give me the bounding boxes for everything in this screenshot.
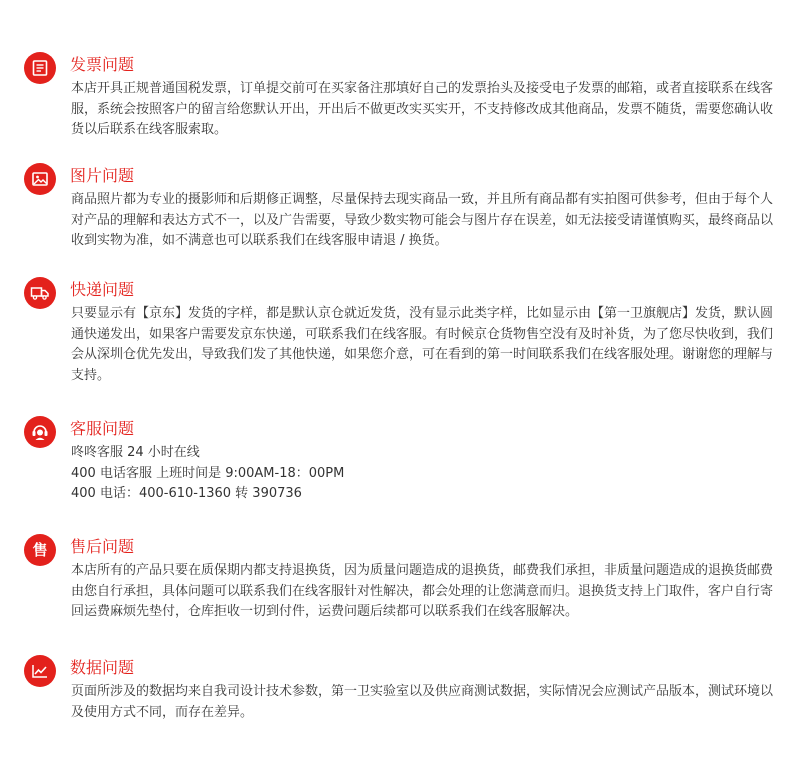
- data-title: 数据问题: [70, 658, 135, 677]
- shou-glyph-icon: [24, 534, 56, 566]
- aftersale-title: 售后问题: [70, 537, 135, 556]
- data-body: 页面所涉及的数据均来自我司设计技术参数，第一卫实验室以及供应商测试数据，实际情况会应测试产品版本，测试环境以及使用方式不同，而存在差异。: [71, 684, 774, 720]
- image-title: 图片问题: [70, 166, 135, 185]
- picture-icon: [24, 163, 56, 195]
- line-chart-icon: [24, 655, 56, 687]
- service-line-phone: 400 电话：400-610-1360 转 390736: [71, 486, 302, 501]
- service-body: [71, 443, 773, 505]
- delivery-truck-icon: [24, 277, 56, 309]
- express-title: 快递问题: [70, 280, 135, 299]
- service-line-online: 咚咚客服 24 小时在线: [71, 445, 200, 460]
- customer-service-icon: [24, 416, 56, 448]
- invoice-body: 本店开具正规普通国税发票，订单提交前可在买家备注那填好自己的发票抬头及接受电子发票的邮箱，或者直接联系在线客服，系统会按照客户的留言给您默认开出，开出后不做更改实买实开，不支持修改成其他商品，发票不随货，需要您确认收货以后联系在线客服索取。: [71, 81, 774, 137]
- shou-glyph: 售: [32, 541, 48, 559]
- express-body: 只要显示有【京东】发货的字样，都是默认京仓就近发货，没有显示此类字样，比如显示由【第一卫旗舰店】发货，默认圆通快递发出，如果客户需要发京东快递，可联系我们在线客服。有时候京仓货物售空没有及时补货，为了您尽快收到，我们会从深圳仓优先发出，导致我们发了其他快递，如果您介意，可在看到的第一时间联系我们在线客服处理。谢谢您的理解与支持。: [71, 306, 774, 383]
- invoice-icon: [24, 52, 56, 84]
- invoice-title: 发票问题: [70, 55, 135, 74]
- service-title: 客服问题: [70, 419, 135, 438]
- service-line-hours: 400 电话客服 上班时间是 9:00AM-18：00PM: [71, 465, 345, 481]
- image-body: 商品照片都为专业的摄影师和后期修正调整，尽量保持去现实商品一致，并且所有商品都有实拍图可供参考，但由于每个人对产品的理解和表达方式不一，以及广告需要，导致少数实物可能会与图片存在误差，如无法接受请谨慎购买，最终商品以收到实物为准，如不满意也可以联系我们在线客服申请退 / 换货。: [71, 192, 774, 248]
- aftersale-body: 本店所有的产品只要在质保期内都支持退换货，因为质量问题造成的退换货，邮费我们承担，非质量问题造成的退换货邮费由您自行承担，具体问题可以联系我们在线客服针对性解决，都会处理的让您满意而归。退换货支持上门取件，客户自行寄回运费麻烦先垫付，仓库拒收一切到付件，运费问题后续都可以联系我们在线客服解决。: [71, 563, 774, 619]
